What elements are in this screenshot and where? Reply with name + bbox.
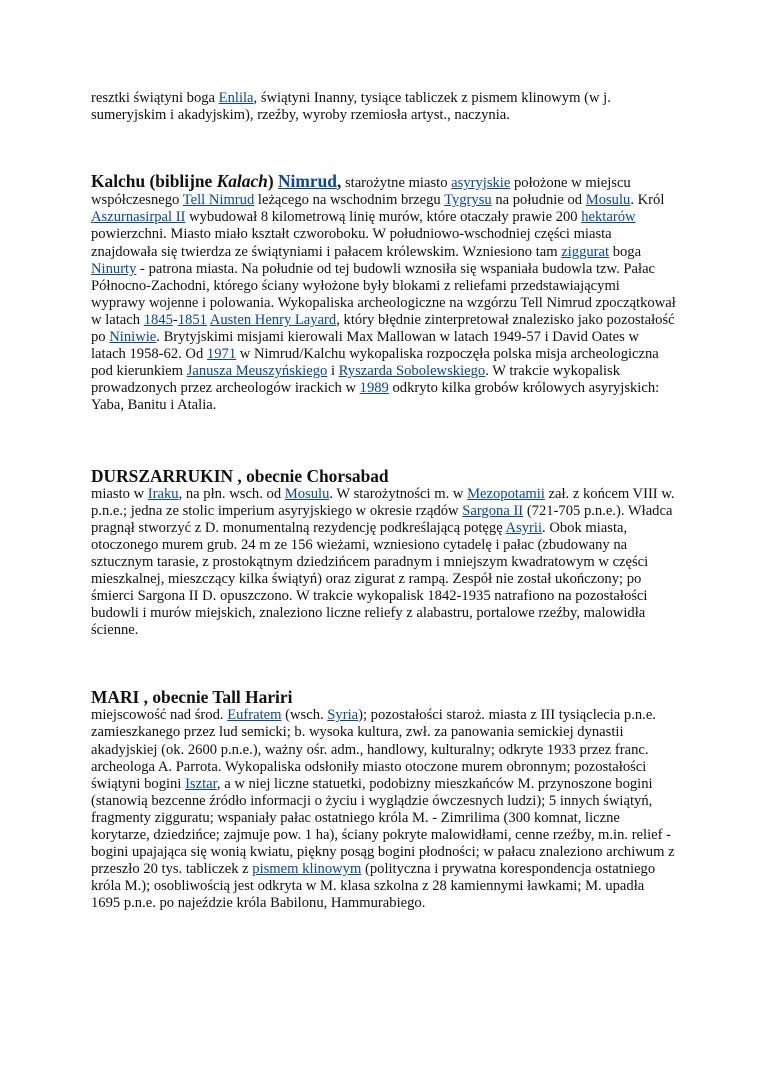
link-layard[interactable]: Austen Henry Layard	[209, 311, 337, 328]
link-ziggurat[interactable]: ziggurat	[561, 243, 610, 260]
document-page	[91, 90, 676, 912]
link-eufratem[interactable]: Eufratem	[227, 707, 282, 724]
link-meuszynski[interactable]: Janusza Meuszyńskiego	[186, 363, 328, 380]
link-enlila[interactable]: Enlila	[218, 90, 254, 106]
link-nimrud[interactable]: Nimrud	[278, 171, 337, 192]
spacer	[91, 124, 676, 173]
text: . Obok miasta, otoczonego murem grub. 24 m ze 156 wieżami, wzniesiono cytadelę i pałac (zbudowany na sztucznym tarasie, z prostokątnym dziedzińcem paradnym i mniejszym kwadratowym w części mieszkalnej, mieszczący kilka świątyń) oraz zigurat z rampą. Zespół nie został ukończony; po śmierci Sargona II D. opuszczono. W trakcie wykopalisk 1842-1935 natrafiono na pozostałości budowli i murów miejskich, znaleziono liczne reliefy z alabastru, portalowe rzeźby, malowidła ścienne.	[91, 519, 649, 639]
link-pismem-klinowym[interactable]: pismem klinowym	[252, 861, 362, 878]
text: ); pozostałości staroż. miasta z III tysiąclecia p.n.e. zamieszkanego przez lud semicki; b. wysoka kultura, zwł. za panowania semickiej dynastii akadyjskiej (ok. 2600 p.n.e.), ważny ośr. adm., handlowy, kulturalny; odkryte 1933 przez franc. archeologa A. Parrota. Wykopaliska odsłoniły miasto otoczone murem obronnym; pozostałości świątyni bogini	[91, 707, 656, 792]
link-niniwie[interactable]: Niniwie	[109, 329, 157, 346]
text: położone w miejscu współczesnego	[91, 175, 631, 209]
kalchu-heading: Kalchu (biblijne Kalach) Nimrud,	[91, 171, 342, 192]
spacer	[91, 639, 676, 687]
text: zał. z końcem VIII w. p.n.e.; jedna ze stolic imperium asyryjskiego w okresie rządów	[91, 485, 675, 519]
text: boga	[609, 243, 642, 260]
text: . W starożytności m. w	[329, 485, 468, 502]
link-isztar[interactable]: Isztar	[185, 775, 217, 792]
link-mezopotamii[interactable]: Mezopotamii	[467, 485, 545, 502]
text: miasto w	[91, 485, 148, 502]
text: , świątyni Inanny, tysiące tabliczek z pismem klinowym (w j. sumeryjskim i akadyjskim), rzeźby, wyroby rzemiosła artyst., naczynia.	[91, 90, 611, 124]
text: . Król	[630, 192, 665, 209]
link-tell-nimrud[interactable]: Tell Nimrud	[182, 192, 255, 209]
link-iraku[interactable]: Iraku	[147, 485, 179, 502]
kalchu-paragraph	[91, 173, 676, 414]
text: resztki świątyni boga	[91, 90, 219, 106]
link-hektarow[interactable]: hektarów	[581, 209, 636, 226]
link-1851[interactable]: 1851	[177, 311, 207, 328]
text: , który błędnie zinterpretował znalezisko jako pozostałość po	[91, 311, 675, 346]
spacer	[91, 415, 676, 466]
link-mosulu[interactable]: Mosulu	[284, 485, 330, 502]
link-ninurty[interactable]: Ninurty	[91, 260, 137, 277]
mari-paragraph	[91, 707, 676, 912]
text: odkryto kilka grobów królowych asyryjskich: Yaba, Banitu i Atalia.	[91, 380, 660, 414]
text: , a w niej liczne statuetki, podobizny mieszkańców M. przynoszone bogini (stanowią bezcenne źródło informacji o życiu i wyglądzie ówczesnych ludzi); 5 innych świątyń, fragmenty zigguratu; wspaniały pałac ostatniego króla M. - Zimrilima (300 komnat, liczne korytarze, dziedzińce; zajmuje pow. 1 ha), ściany pokryte malowidłami, cenne rzeźby, m.in. relief - bogini upajająca się wonią kwiatu, piękny posąg bogini płodności; w pałacu znaleziono archiwum z przeszło 20 tys. tabliczek z	[91, 775, 675, 878]
link-sargona[interactable]: Sargona II	[462, 502, 524, 519]
link-tygrysu[interactable]: Tygrysu	[444, 192, 492, 209]
durszarrukin-paragraph	[91, 486, 676, 640]
text: , na płn. wsch. od	[178, 485, 285, 502]
text: -	[172, 311, 178, 328]
link-mosulu[interactable]: Mosulu	[585, 192, 631, 209]
intro-paragraph	[91, 90, 676, 124]
text: - patrona miasta. Na południe od tej budowli wznosiła się wspaniała budowla tzw. Pałac Północno-Zachodni, którego ściany wyłożone były blokami z reliefami przedstawiającymi wyprawy wojenne i polowania. Wykopaliska archeologiczne na wzgórzu Tell Nimrud zpoczątkował w latach	[91, 260, 676, 328]
durszarrukin-heading: DURSZARRUKIN , obecnie Chorsabad	[91, 465, 389, 486]
link-syria[interactable]: Syria	[327, 707, 359, 724]
link-asyrii[interactable]: Asyrii	[505, 519, 543, 536]
text: i	[327, 363, 339, 380]
text: . Brytyjskimi misjami kierowali Max Mallowan w latach 1949-57 i David Oates w latach 1958-62. Od	[91, 329, 640, 363]
link-aszurnasirpal[interactable]: Aszurnasirpal II	[91, 209, 186, 226]
link-sobolewski[interactable]: Ryszarda Sobolewskiego	[338, 363, 486, 380]
text: miejscowość nad środ.	[91, 707, 228, 724]
text: wybudował 8 kilometrową linię murów, które otaczały prawie 200	[185, 209, 582, 226]
text: (polityczna i prywatna korespondencja ostatniego króla M.); osobliwością jest odkryta w M. klasa szkolna z 28 kamiennymi ławkami; M. upadła 1695 p.n.e. po najeździe króla Babilonu, Hammurabiego.	[91, 861, 656, 912]
text: . W trakcie wykopalisk prowadzonych przez archeologów irackich w	[91, 363, 621, 397]
link-1971[interactable]: 1971	[206, 346, 237, 363]
text: starożytne miasto	[341, 175, 452, 192]
text: leżącego na wschodnim brzegu	[254, 192, 445, 209]
text: na południe od	[491, 192, 586, 209]
link-asyryjskie[interactable]: asyryjskie	[451, 175, 511, 192]
text: (wsch.	[281, 707, 328, 724]
mari-heading: MARI , obecnie Tall Hariri	[91, 687, 293, 708]
text: (721-705 p.n.e.). Władca pragnął stworzyć z D. monumentalną rezydencję podkreślającą potęgę	[91, 502, 673, 536]
text: powierzchni. Miasto miało kształt czworoboku. W południowo-wschodniej części miasta znajdowała się twierdza ze świątyniami i pałacem królewskim. Wzniesiono tam	[91, 226, 612, 260]
text: w Nimrud/Kalchu wykopaliska rozpoczęła polska misja archeologiczna pod kierunkiem	[91, 346, 659, 380]
link-1989[interactable]: 1989	[359, 380, 389, 397]
link-1845[interactable]: 1845	[143, 311, 173, 328]
